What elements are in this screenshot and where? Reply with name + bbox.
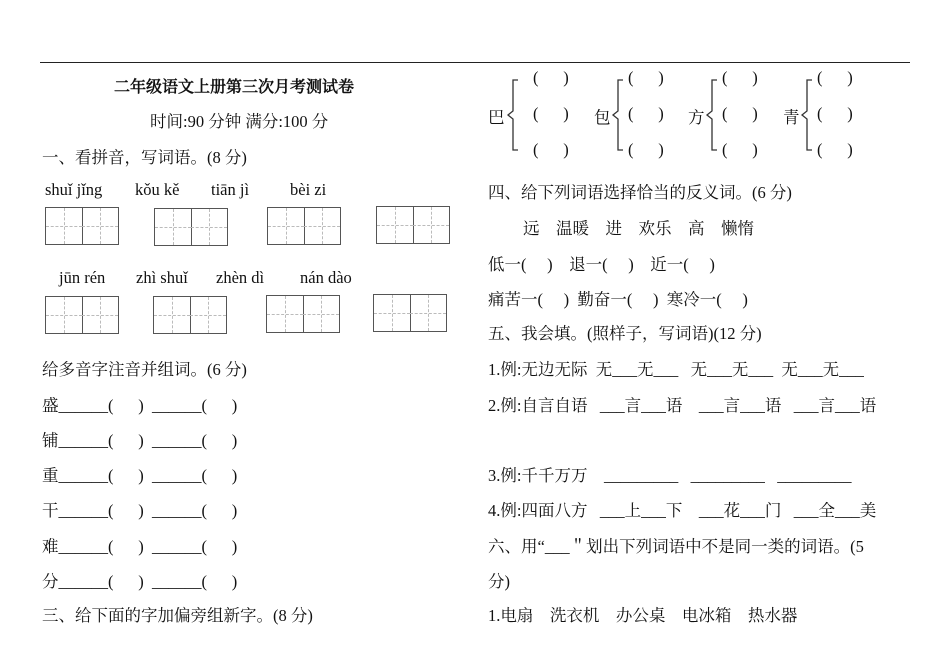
radical-blank[interactable]: ( ) (533, 140, 569, 159)
pinyin-2: kǒu kě (135, 180, 180, 199)
writing-grid[interactable] (267, 207, 341, 245)
radical-blank[interactable]: ( ) (722, 68, 758, 87)
pinyin-7: zhèn dì (216, 268, 265, 287)
writing-grid[interactable] (373, 294, 447, 332)
radical-char-fang: 方 (688, 108, 705, 127)
writing-grid[interactable] (45, 296, 119, 334)
radical-blank[interactable]: ( ) (817, 140, 853, 159)
polyphone-line[interactable]: 分______( ) ______( ) (42, 572, 238, 591)
polyphone-line[interactable]: 盛______( ) ______( ) (42, 396, 238, 415)
writing-grid[interactable] (376, 206, 450, 244)
section6-heading-cont: 分) (488, 572, 510, 591)
antonym-row[interactable]: 低一( ) 退一( ) 近一( ) (488, 255, 715, 274)
pinyin-6: zhì shuǐ (136, 268, 188, 287)
header-rule (40, 62, 910, 63)
word-bank: 远 温暖 进 欢乐 高 懒惰 (523, 219, 754, 238)
section1-heading: 一、看拼音，写词语。(8 分) (42, 148, 247, 167)
polyphone-line[interactable]: 难______( ) ______( ) (42, 537, 238, 556)
section6-heading: 六、用“___＂划出下列词语中不是同一类的词语。(5 (488, 537, 864, 556)
brace-icon (800, 78, 814, 152)
section3-heading: 三、给下面的字加偏旁组新字。(8 分) (42, 606, 313, 625)
pinyin-1: shuǐ jǐng (45, 180, 103, 199)
section2-heading: 给多音字注音并组词。(6 分) (42, 360, 247, 379)
radical-blank[interactable]: ( ) (628, 68, 664, 87)
antonym-row[interactable]: 痛苦一( ) 勤奋一( ) 寒冷一( ) (488, 290, 748, 309)
pinyin-5: jūn rén (59, 268, 106, 287)
section4-heading: 四、给下列词语选择恰当的反义词。(6 分) (488, 183, 792, 202)
radical-char-ba: 巴 (488, 108, 505, 127)
radical-blank[interactable]: ( ) (533, 104, 569, 123)
exam-info: 时间:90 分钟 满分:100 分 (150, 112, 329, 131)
writing-grid[interactable] (266, 295, 340, 333)
pinyin-4: bèi zi (290, 180, 327, 199)
brace-icon (611, 78, 625, 152)
polyphone-line[interactable]: 干______( ) ______( ) (42, 501, 238, 520)
radical-blank[interactable]: ( ) (817, 104, 853, 123)
brace-icon (506, 78, 520, 152)
radical-char-qing: 青 (783, 108, 800, 127)
pattern-item-4[interactable]: 4.例:四面八方 ___上___下 ___花___门 ___全___美 (488, 501, 877, 520)
polyphone-line[interactable]: 重______( ) ______( ) (42, 466, 238, 485)
pattern-item-3[interactable]: 3.例:千千万万 _________ _________ _________ (488, 466, 852, 485)
writing-grid[interactable] (45, 207, 119, 245)
section5-heading: 五、我会填。(照样子，写词语)(12 分) (488, 324, 762, 343)
radical-blank[interactable]: ( ) (628, 140, 664, 159)
pinyin-3: tiān jì (211, 180, 250, 199)
pattern-item-2[interactable]: 2.例:自言自语 ___言___语 ___言___语 ___言___语 (488, 396, 877, 415)
radical-blank[interactable]: ( ) (722, 140, 758, 159)
pattern-item-1[interactable]: 1.例:无边无际 无___无___ 无___无___ 无___无___ (488, 360, 864, 379)
writing-grid[interactable] (154, 208, 228, 246)
radical-blank[interactable]: ( ) (722, 104, 758, 123)
brace-icon (705, 78, 719, 152)
radical-blank[interactable]: ( ) (817, 68, 853, 87)
page-title: 二年级语文上册第三次月考测试卷 (114, 79, 355, 96)
radical-blank[interactable]: ( ) (533, 68, 569, 87)
writing-grid[interactable] (153, 296, 227, 334)
pinyin-8: nán dào (300, 268, 352, 287)
radical-char-bao: 包 (594, 108, 611, 127)
radical-blank[interactable]: ( ) (628, 104, 664, 123)
category-item-1[interactable]: 1.电扇 洗衣机 办公桌 电冰箱 热水器 (488, 606, 798, 625)
polyphone-line[interactable]: 铺______( ) ______( ) (42, 431, 238, 450)
